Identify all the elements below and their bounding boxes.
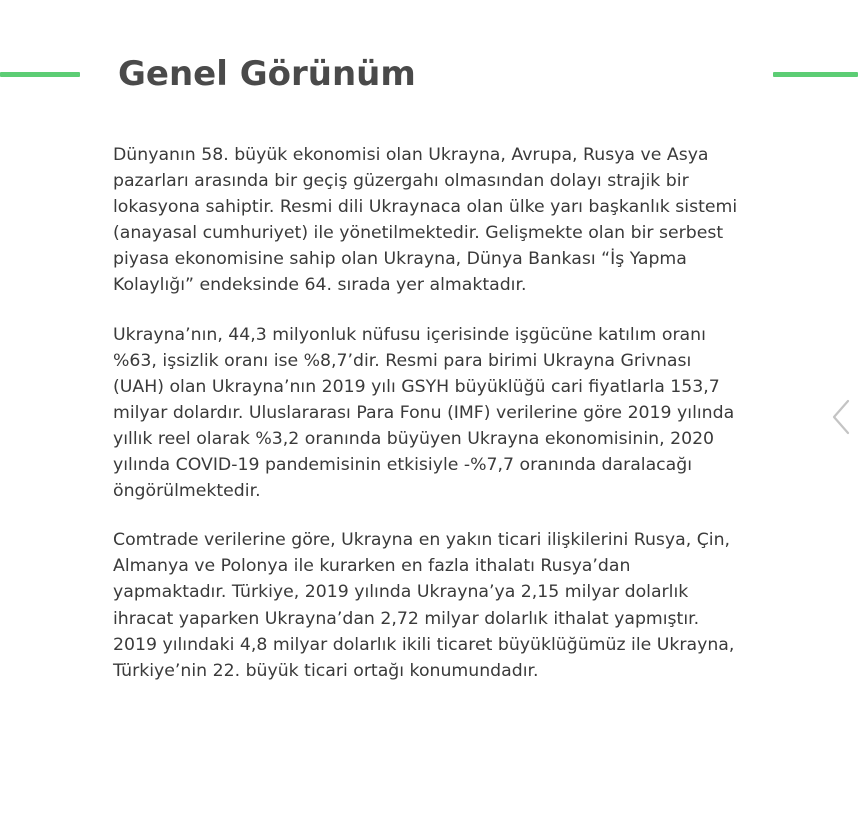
paragraph-overview: Dünyanın 58. büyük ekonomisi olan Ukrayna, Avrupa, Rusya ve Asya pazarları arasında bir geçiş güzergahı olmasından dolayı strajik bir lokasyona sahiptir. Resmi dili Ukraynaca olan ülke yarı başkanlık sistemi (anayasal cumhuriyet) ile yönetilmektedir. Gelişmekte olan bir serbest piyasa ekonomisine sahip olan Ukrayna, Dünya Bankası “İş Yapma Kolaylığı” endeksinde 64. sırada yer almaktadır. <box>113 145 738 296</box>
paragraph-economy: Ukrayna’nın, 44,3 milyonluk nüfusu içerisinde işgücüne katılım oranı %63, işsizlik oranı ise %8,7’dir. Resmi para birimi Ukrayna Grivnası (UAH) olan Ukrayna’nın 2019 yılı GSYH büyüklüğü cari fiyatlarla 153,7 milyar dolardır. Uluslararası Para Fonu (IMF) verilerine göre 2019 yılında yıllık reel olarak %3,2 oranında büyüyen Ukrayna ekonomisinin, 2020 yılında COVID-19 pandemisinin etkisiyle -%7,7 oranında daralacağı öngörülmektedir. <box>113 324 735 502</box>
accent-divider-right <box>773 72 858 77</box>
previous-slide-button[interactable] <box>828 399 856 435</box>
chevron-left-icon <box>828 399 856 435</box>
page-title: Genel Görünüm <box>118 54 416 94</box>
accent-divider-left <box>0 72 80 77</box>
paragraph-trade: Comtrade verilerine göre, Ukrayna en yakın ticari ilişkilerini Rusya, Çin, Almanya ve Polonya ile kurarken en fazla ithalatı Rusya’dan yapmaktadır. Türkiye, 2019 yılında Ukrayna’ya 2,15 milyar dolarlık ihracat yaparken Ukrayna’dan 2,72 milyar dolarlık ithalat yapmıştır. 2019 yılındaki 4,8 milyar dolarlık ikili ticaret büyüklüğümüz ile Ukrayna, Türkiye’nin 22. büyük ticari ortağı konumundadır. <box>113 530 735 681</box>
article-body <box>113 142 739 707</box>
